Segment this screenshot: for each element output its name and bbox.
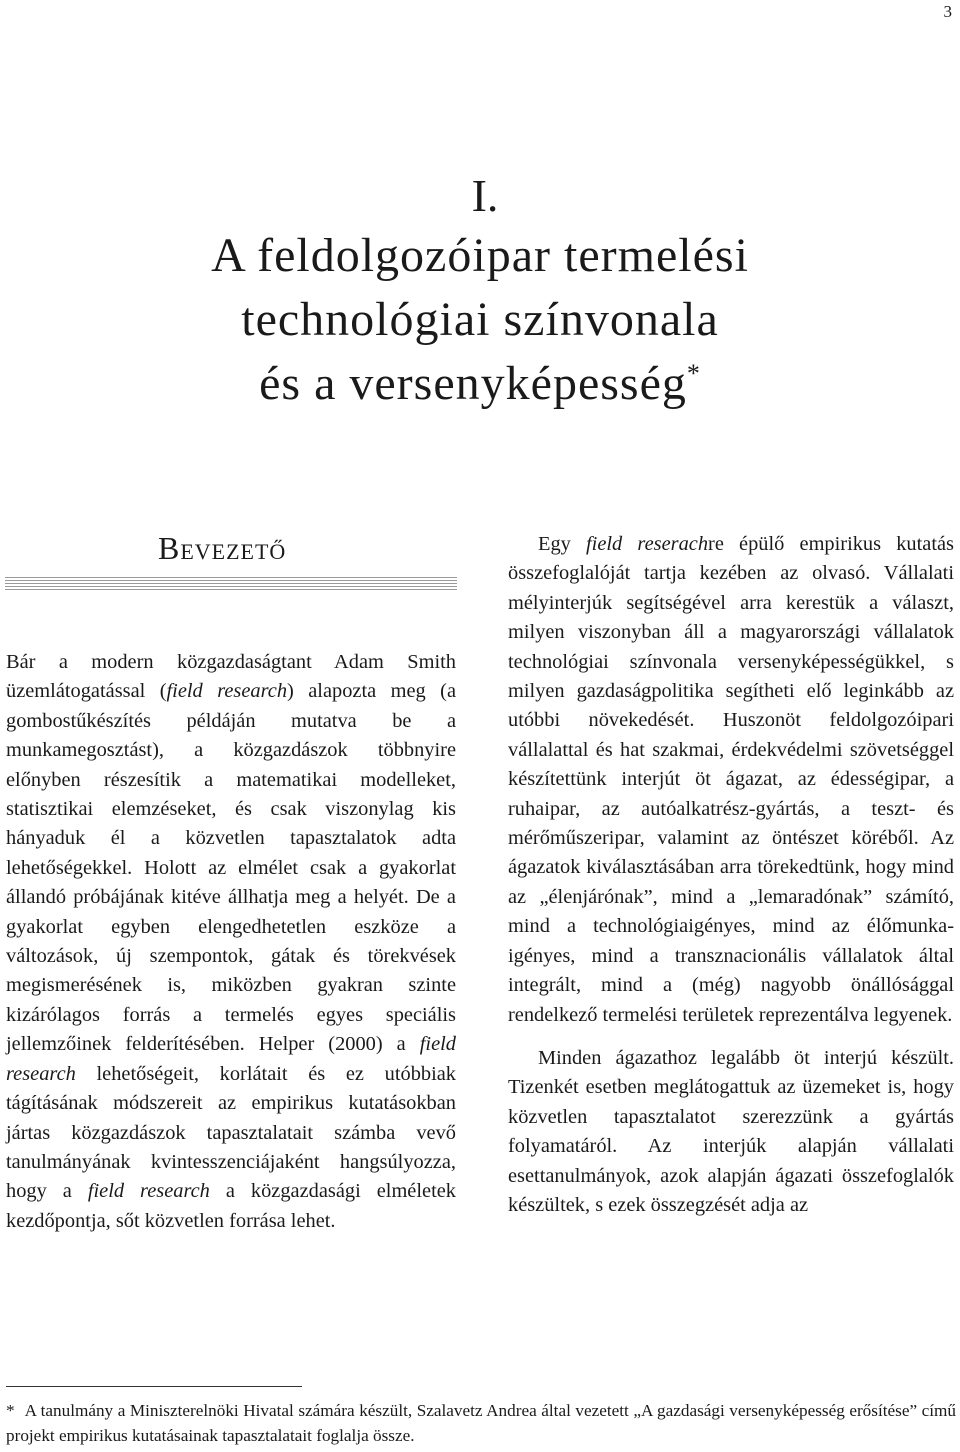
chapter-title: [0, 168, 960, 416]
footnote: [6, 1398, 956, 1448]
left-column: [6, 648, 456, 1236]
text-run: Bár a modern közgazdaságtant Adam Smith üzemlátogatással (: [6, 651, 456, 703]
title-footnote-marker: *: [686, 359, 701, 388]
footnote-marker: *: [6, 1401, 15, 1420]
italic-term: field research: [87, 1180, 210, 1203]
heading-rule: [5, 576, 457, 590]
text-run: ) alapozta meg (a gombostűkészítés példáján mutatva be a munkamegosztást), a közgazdászok többnyire előnyben részesítik a matematikai modelleket, statisztikai elemzéseket, és csak viszonylag kis hányaduk él a közvetlen tapasztalatok adta lehetőségekkel. Holott az elmélet csak a gyakorlat állandó próbájának kitéve állhatja meg a helyét. De a gyakorlat egyben elengedhetetlen eszköze a változások, új szempontok, gátak és törekvések megismerésének is, miközben gyakran szinte kizárólagos forrás a termelés egyes speciális jellemzőinek felderítésében. Helper (2000) a: [6, 680, 456, 1056]
italic-term: field research: [6, 1033, 456, 1085]
footnote-rule: [6, 1386, 302, 1387]
chapter-title-line-2: technológiai színvonala: [241, 293, 719, 346]
text-run: lehetőségeit, korlátait és ez utóbbiak tágításának módszereit az empirikus kutatásokban jártas közgazdászok tapasztalatait számba vevő tanulmányának kvintesszenciájaként hangsúlyozza, hogy a: [6, 1062, 456, 1203]
chapter-title-line-3-text: és a versenyképesség: [259, 357, 687, 410]
right-paragraph-1: [508, 530, 954, 1030]
italic-term: field research: [166, 680, 288, 703]
chapter-title-line-1: A feldolgozóipar termelési: [211, 229, 749, 282]
right-paragraph-2: Minden ágazathoz legalább öt interjú készült. Tizenkét esetben meglátogattuk az üzemeket is, hogy közvetlen tapasztalatot szerezzünk a gyártás folyamatáról. Az interjúk alapján vállalati esettanulmányok, azok alapján ágazati összefoglalók készültek, s ezek összegzését adja az: [508, 1046, 954, 1216]
left-paragraph-1: [6, 648, 456, 1236]
section-heading: Bevezető: [158, 530, 287, 566]
italic-term: field reserach: [586, 533, 709, 555]
text-run: a közgazdasági elméletek kezdőpontja, sőt közvetlen forrása lehet.: [6, 1180, 456, 1232]
chapter-numeral: I.: [471, 170, 499, 221]
right-column: [508, 530, 954, 1220]
text-run: re épülő empirikus kutatás összefoglalóját tartja kezében az olvasó. Vállalati mélyinterjúk segítségével arra kerestük a választ, milyen viszonyban áll a magyarországi vállalatok technológiai színvonala versenyképességükkel, s milyen gazdaságpolitika segítheti elő leginkább az utóbbi növekedését. Huszonöt feldolgozóipari vállalattal és hat szakmai, érdekvédelmi szövetséggel készítettünk interjút öt ágazat, az édességipar, a ruhaipar, az autóalkatrész-gyártás, a teszt- és mérőműszeripar, valamint az öntészet köréből. Az ágazatok kiválasztásában arra törekedtünk, hogy mind az „élenjárónak”, mind a „lemaradónak” számító, mind a technológiaigényes, mind az élőmunka-igényes, mind a transznacionális vállalatok által integrált, mind a (még) nagyobb önállósággal rendelkező termelési területek reprezentálva legyenek.: [508, 533, 954, 1026]
text-run: Egy: [538, 533, 587, 555]
footnote-text: A tanulmány a Miniszterelnöki Hivatal számára készült, Szalavetz Andrea által vezetett „A gazdasági versenyképesség erősítése” című projekt empirikus kutatásainak tapasztalatait foglalja össze.: [6, 1401, 956, 1445]
page-number: 3: [943, 2, 952, 21]
chapter-title-line-3: [0, 352, 960, 416]
